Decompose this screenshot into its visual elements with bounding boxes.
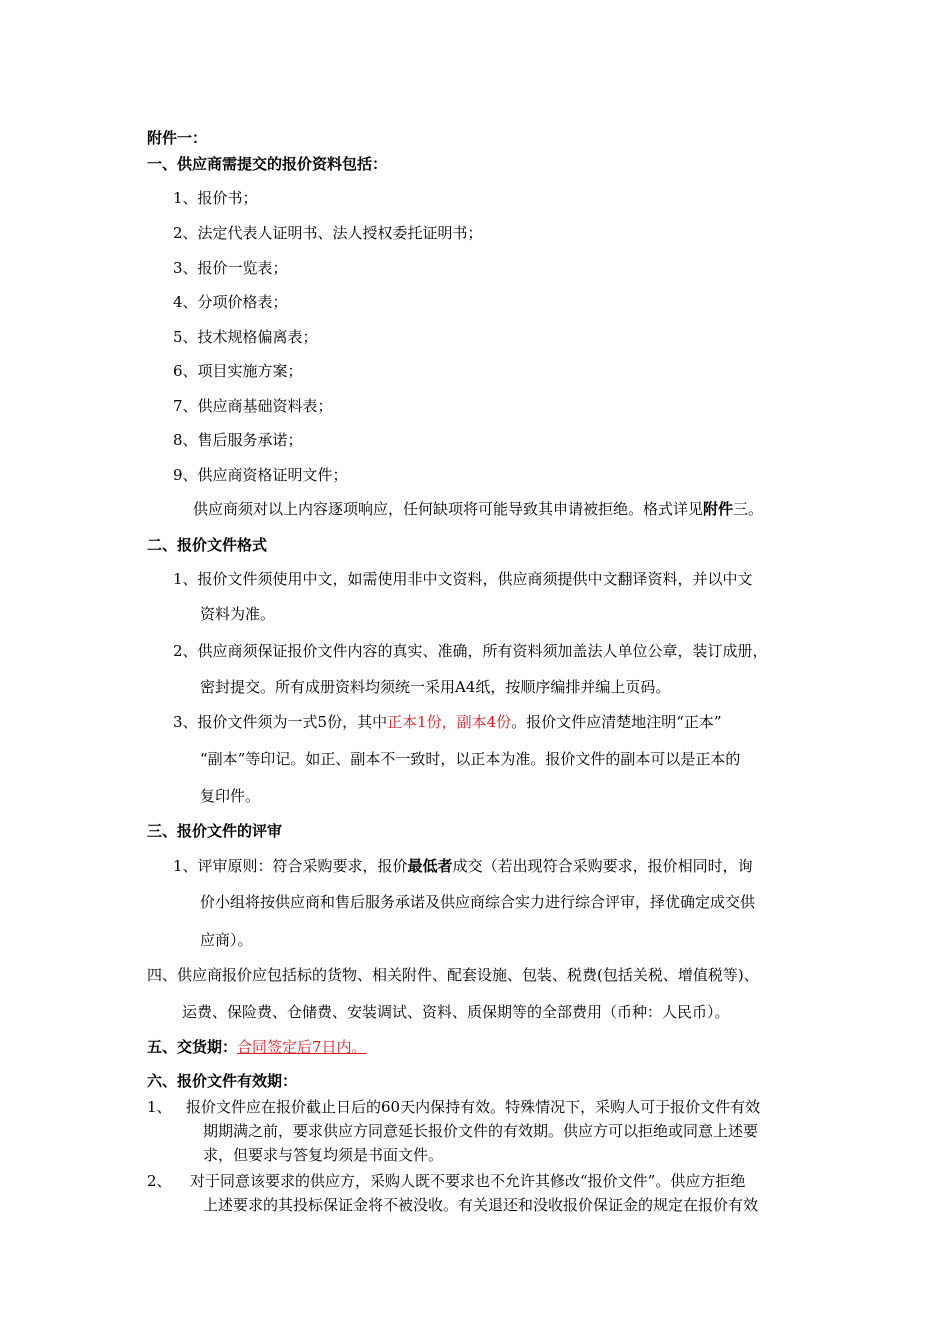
text-segment: 。报价文件应清楚地注明“正本” (511, 713, 722, 731)
paragraph-line: 1、报价文件须使用中文，如需使用非中文资料，供应商须提供中文翻译资料，并以中文 (173, 570, 753, 588)
section-2-heading: 二、报价文件格式 (147, 536, 268, 554)
section-1-note (193, 499, 763, 519)
paragraph-line: 资料为准。 (200, 605, 276, 623)
delivery-period: 合同签定后7日内。 (237, 1038, 367, 1056)
text-segment: 成交（若出现符合采购要求，报价相同时，询 (452, 857, 753, 875)
list-item: 1、报价书； (173, 189, 258, 207)
section-6-heading: 六、报价文件有效期： (147, 1072, 298, 1090)
paragraph-line: 应商）。 (200, 931, 253, 949)
paragraph-line: 对于同意该要求的供应方，采购人既不要求也不允许其修改“报价文件”。供应方拒绝 (190, 1172, 746, 1190)
paragraph-line: 2、供应商须保证报价文件内容的真实、准确，所有资料须加盖法人单位公章，装订成册， (173, 642, 768, 660)
section-5-label: 五、交货期： (147, 1038, 238, 1056)
text-segment: 1、评审原则：符合采购要求，报价 (173, 857, 408, 875)
section-1-heading: 一、供应商需提交的报价资料包括： (147, 155, 388, 173)
note-text: 供应商须对以上内容逐项响应，任何缺项将可能导致其申请被拒绝。格式详见 (193, 500, 704, 518)
note-end: 三。 (733, 500, 764, 518)
list-item: 8、售后服务承诺； (173, 431, 303, 449)
text-segment: 3、报价文件须为一式5份，其中 (173, 713, 388, 731)
paragraph-line: “副本”等印记。如正、副本不一致时，以正本为准。报价文件的副本可以是正本的 (200, 750, 741, 768)
section-4-line: 四、供应商报价应包括标的货物、相关附件、配套设施、包装、税费(包括关税、增值税等)、 (147, 966, 759, 984)
annex-title: 附件一： (147, 129, 208, 147)
list-item: 7、供应商基础资料表； (173, 397, 333, 415)
highlight-red: 正本1份，副本4份 (387, 713, 512, 731)
note-bold: 附件 (703, 500, 734, 518)
list-item: 4、分项价格表； (173, 293, 288, 311)
section-4-line: 运费、保险费、仓储费、安装调试、资料、质保期等的全部费用（币种：人民币）。 (182, 1003, 730, 1021)
list-item: 6、项目实施方案； (173, 362, 303, 380)
bold-text: 最低者 (407, 857, 453, 875)
paragraph-line: 报价文件应在报价截止日后的60天内保持有效。特殊情况下，采购人可于报价文件有效 (186, 1098, 761, 1116)
list-item: 5、技术规格偏离表； (173, 328, 318, 346)
paragraph-line: 期期满之前，要求供应方同意延长报价文件的有效期。供应方可以拒绝或同意上述要 (203, 1122, 759, 1140)
item-number: 1、 (147, 1098, 172, 1116)
section-5 (147, 1037, 367, 1057)
list-item: 3、报价一览表； (173, 259, 288, 277)
paragraph-line (173, 856, 753, 876)
list-item: 2、法定代表人证明书、法人授权委托证明书； (173, 224, 483, 242)
paragraph-line: 求，但要求与答复均须是书面文件。 (203, 1146, 444, 1164)
list-item: 9、供应商资格证明文件； (173, 466, 348, 484)
section-3-heading: 三、报价文件的评审 (147, 822, 283, 840)
paragraph-line: 复印件。 (200, 787, 261, 805)
paragraph-line: 密封提交。所有成册资料均须统一采用A4纸，按顺序编排并编上页码。 (200, 678, 671, 696)
paragraph-line: 价小组将按供应商和售后服务承诺及供应商综合实力进行综合评审，择优确定成交供 (200, 893, 756, 911)
item-number: 2、 (147, 1172, 172, 1190)
paragraph-line (173, 712, 722, 732)
paragraph-line: 上述要求的其投标保证金将不被没收。有关退还和没收报价保证金的规定在报价有效 (203, 1196, 759, 1214)
